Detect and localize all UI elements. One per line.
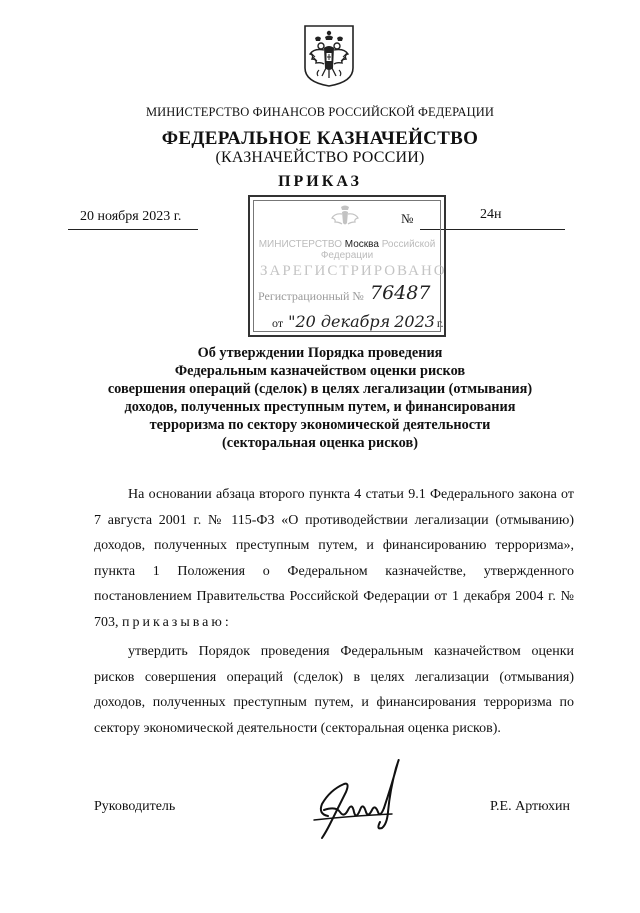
stamp-city-line: [254, 239, 440, 261]
stamp-faint-left: МИНИСТЕРСТВО: [258, 239, 342, 250]
stamp-reg-label: Регистрационный №: [258, 289, 364, 303]
ministry-name: МИНИСТЕРСТВО ФИНАНСОВ РОССИЙСКОЙ ФЕДЕРАЦИИ: [145, 105, 495, 119]
title-line: Об утверждении Порядка проведения: [197, 345, 443, 361]
signatory-name: Р.Е. Артюхин: [490, 799, 571, 814]
order-number: 24н: [480, 207, 502, 222]
order-date: 20 ноября 2023 г.: [80, 209, 182, 224]
stamp-registered: ЗАРЕГИСТРИРОВАНО: [260, 263, 447, 279]
title-line: (секторальная оценка рисков): [222, 435, 418, 451]
stamp-faint-right: Российской Федерации: [320, 239, 436, 261]
stamp-date-suffix: г.: [436, 316, 444, 330]
stamp-city: Москва: [344, 239, 379, 250]
agency-short-name: (КАЗНАЧЕЙСТВО РОССИИ): [215, 149, 425, 166]
handwritten-signature: [300, 754, 420, 849]
state-emblem-icon: [302, 24, 356, 88]
agency-name: ФЕДЕРАЛЬНОЕ КАЗНАЧЕЙСТВО: [161, 128, 479, 149]
date-underline: [68, 229, 198, 230]
stamp-date-year: 2023: [394, 312, 435, 331]
body-paragraph-approve: утвердить Порядок проведения Федеральным казначейством оценки рисков совершения операций (сделок) в целях легализации (отмывания) доходов, полученных преступным путем, и финансирования терроризма по сектору экономической деятельности (секторальная оценка рисков).: [94, 644, 574, 736]
registration-stamp: [248, 195, 446, 337]
stamp-reg-number: 76487: [370, 282, 431, 304]
stamp-emblem-icon: [330, 203, 360, 229]
title-line: совершения операций (сделок) в целях легализации (отмывания): [107, 381, 533, 397]
basis-text: На основании абзаца второго пункта 4 статьи 9.1 Федерального закона от 7 августа 2001 г. № 115-ФЗ «О противодействии легализации (отмыванию) доходов, полученных преступным путем, и финансированию терроризма», пункта 1 Положения о Федеральном казначействе, утвержденного постановлением Правительства Российской Федерации от 1 декабря 2004 г. № 703,: [94, 487, 574, 630]
order-title: [90, 344, 550, 452]
document-type: ПРИКАЗ: [278, 173, 362, 190]
orders-word: приказываю:: [122, 614, 232, 630]
number-sign: №: [401, 211, 414, 226]
stamp-date-handwritten: "20 декабря: [288, 312, 391, 331]
stamp-date-row: [272, 312, 444, 331]
title-line: терроризма по сектору экономической деятельности: [149, 417, 491, 433]
signatory-role: Руководитель: [94, 799, 176, 814]
title-line: Федеральным казначейством оценки рисков: [174, 363, 466, 379]
stamp-date-prefix: от: [272, 316, 284, 330]
title-line: доходов, полученных преступным путем, и финансирования: [124, 399, 516, 415]
body-paragraph-basis: [94, 482, 574, 635]
